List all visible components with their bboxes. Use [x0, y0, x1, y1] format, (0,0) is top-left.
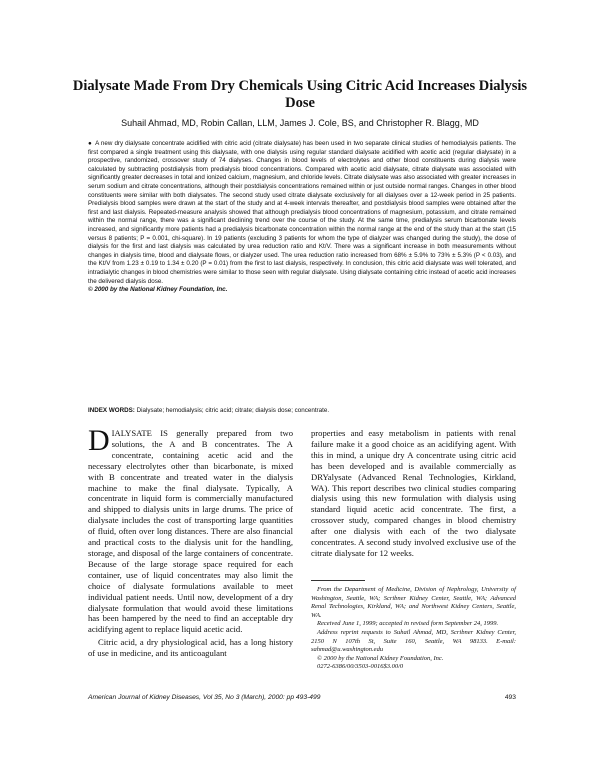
footnote-copyright: © 2000 by the National Kidney Foundation, Inc. [317, 654, 444, 662]
journal-citation: American Journal of Kidney Diseases, Vol 35, No 3 (March), 2000: pp 493-499 [88, 694, 321, 701]
page-number: 493 [504, 694, 516, 701]
abstract [88, 140, 516, 295]
index-words [88, 406, 516, 415]
body-column-right [311, 428, 516, 559]
footnote-address: Address reprint requests to Suhail Ahmad, MD, Scribner Kidney Center, 2150 N 107th St, Suite 160, Seattle, WA 98133. E-mail: sahmad@u.washington.edu [311, 628, 516, 654]
author-list: Suhail Ahmad, MD, Robin Callan, LLM, James J. Cole, BS, and Christopher R. Blagg, MD [121, 118, 479, 128]
drop-cap: D [88, 424, 110, 457]
footnote-received: Received June 1, 1999; accepted in revised form September 24, 1999. [317, 620, 499, 628]
footnote-affiliation: From the Department of Medicine, Division of Nephrology, University of Washington, Seattle, WA; Scribner Kidney Center, Seattle, WA; Advanced Renal Technologies, Kirkland, WA; and Northwest Kidney Centers, Seattle, WA. [311, 586, 516, 619]
body-paragraph-text: IALYSATE IS generally prepared from two solutions, the A and B concentrates. The A concentrate, containing acetic acid and the necessary electrolytes other than bicarbonate, is mixed with B concentrate and treated water in the dialysis machine to make the final dialysate. Typically, A concentrate in liquid form is commercially manufactured and shipped to dialysis units in large drums. The price of dialysate includes the cost of transporting large quantities of fluid, often over long distances. There are also financial and practical costs to the dialysis unit for the handling, storage, and disposal of the large containers of concentrate. Because of the large storage space required for each container, use of liquid concentrates may also limit the choice of dialysate formulations available to meet individual patient needs. Until now, development of a dry dialysate formulation that would avoid these limitations has been hampered by the need to find an acceptable dry acidifying agent to replace liquid acetic acid. [88, 428, 293, 635]
bullet-icon: ● [88, 140, 93, 147]
footnote-divider [311, 580, 365, 581]
abstract-copyright: © 2000 by the National Kidney Foundation, Inc. [88, 286, 228, 294]
index-words-label: INDEX WORDS: [88, 407, 135, 414]
index-words-text: Dialysate; hemodialysis; citric acid; citrate; dialysis dose; concentrate. [136, 407, 330, 414]
footnotes [311, 586, 516, 672]
article-title: Dialysate Made From Dry Chemicals Using Citric Acid Increases Dialysis Dose [72, 78, 528, 111]
abstract-text: A new dry dialysate concentrate acidified with citric acid (citrate dialysate) has been used in two separate clinical studies of hemodialysis patients. The first compared a single treatment using this dialysate, with one dialysis using regular standard dialysate acidified with acetic acid (regular dialysate) in a prospective, randomized, crossover study of 74 dialyses. Changes in blood levels of electrolytes and other blood constituents during dialysis were calculated by subtracting postdialysis from predialysis blood concentrations. Compared with acetic acid dialysate, citrate dialysate was associated with significantly greater decreases in total and ionized calcium, magnesium, and chloride levels. Citrate dialysate was also associated with greater increases in serum sodium and citrate concentrations, although their postdialysis concentrations remained within or just outside normal ranges. Changes in other blood constituents were similar with both dialysates. The second study used citrate dialysate exclusively for all dialyses over a 12-week period in 25 patients. Predialysis blood samples were drawn at the start of the study and at 4-week intervals thereafter, and postdialysis blood samples were obtained after the first and last dialysis. Repeated-measure analysis showed that although predialysis blood concentrations of magnesium, potassium, and citrate remained within the normal range, there was a significant declining trend over the course of the study. At the same time, predialysis serum bicarbonate levels increased, and significantly more patients had a predialysis bicarbonate concentration within the normal range at the end of the study than at the start (15 versus 8 patients; P = 0.001, chi-square). In 19 patients (excluding 3 patients for whom the type of dialyzer was changed during the study), the dose of dialysis for the first and last dialysis was calculated by urea reduction ratio and Kt/V. There was a significant increase in both measurements without changes in dialysis time, blood and dialysate flows, or dialyzer used. The urea reduction ratio increased from 68% ± 5.9% to 73% ± 5.3% (P < 0.03), and the Kt/V from 1.23 ± 0.19 to 1.34 ± 0.20 (P = 0.01) from the first to last dialysis, respectively. In conclusion, this citric acid dialysate was well tolerated, and intradialytic changes in blood chemistries were similar to those seen with regular dialysate. Using dialysate containing citric instead of acetic acid increases the delivered dialysis dose. [88, 140, 516, 285]
body-paragraph: properties and easy metabolism in patients with renal failure make it a good choice as an acidifying agent. With this in mind, a unique dry A concentrate using citric acid has been developed and is available commercially as DRYalysate (Advanced Renal Technologies, Kirkland, WA). This report describes two clinical studies comparing dialysis using this new formulation with dialysis using standard liquid acetic acid concentrate. The first, a crossover study, compared changes in blood chemistry after one dialysis with each of the two dialysate concentrates. A second study involved exclusive use of the citrate dialysate for 12 weeks. [311, 428, 516, 558]
body-paragraph: Citric acid, a dry physiological acid, has a long history of use in medicine, and its anticoagulant [88, 637, 293, 659]
footnote-issn: 0272-6386/00/3503-0016$3.00/0 [317, 663, 404, 671]
body-column-left [88, 424, 293, 659]
body-paragraph [88, 424, 293, 635]
